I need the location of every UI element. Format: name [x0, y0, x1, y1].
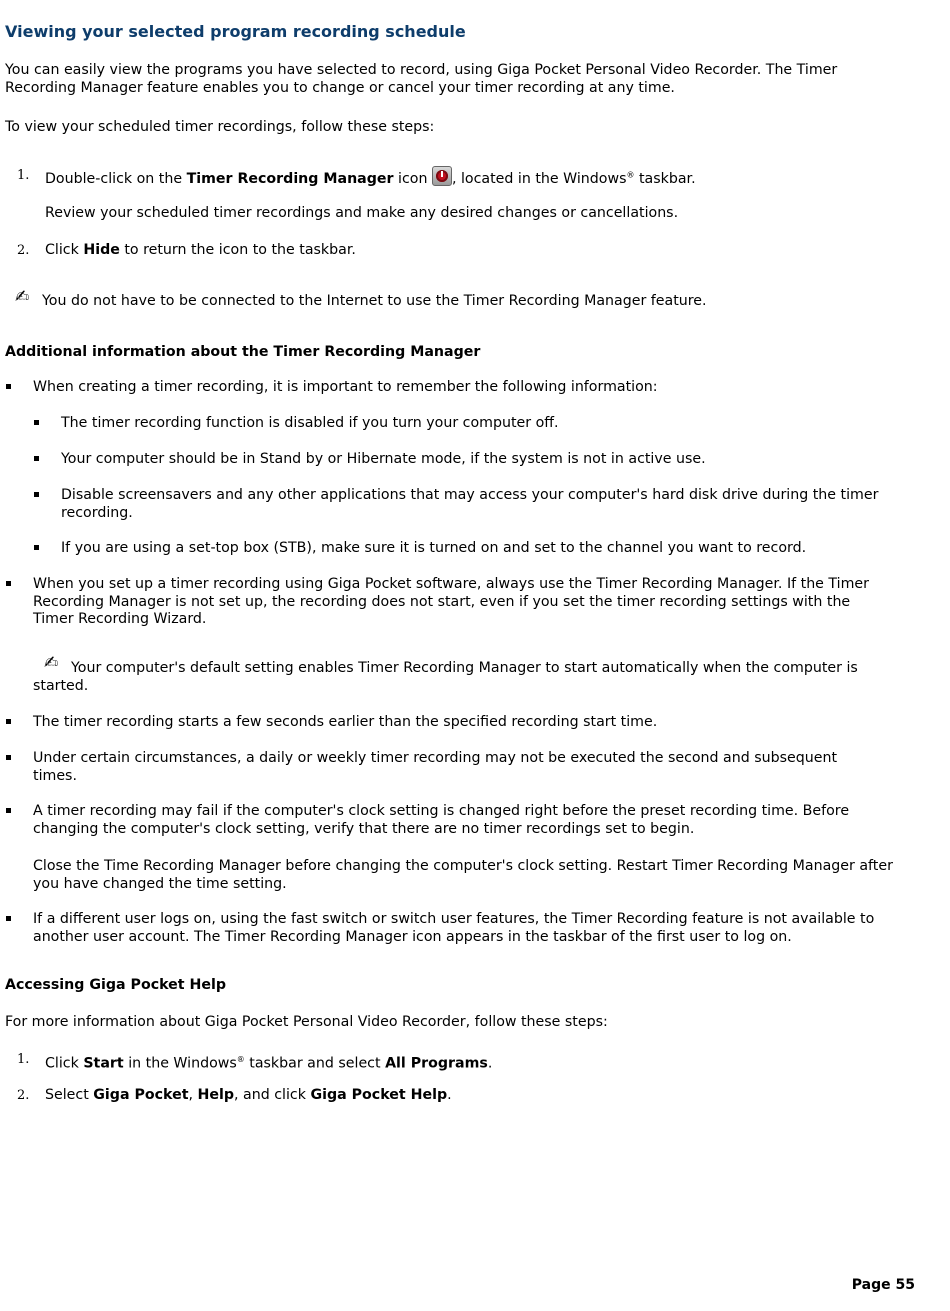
help-step-2-mid: , and click	[234, 1087, 311, 1103]
help-step-2-pre: Select	[45, 1087, 94, 1103]
help-step-2-bold-giga-pocket: Giga Pocket	[93, 1087, 189, 1103]
step-1-post: , located in the Windows	[451, 171, 627, 187]
bullet-text: The timer recording starts a few seconds earlier than the specified recording start time.	[33, 714, 658, 730]
page-number: Page 55	[851, 1277, 915, 1293]
registered-mark: ®	[626, 170, 635, 180]
help-step-1-text	[45, 1051, 492, 1073]
bullet-text: If a different user logs on, using the fast switch or switch user features, the Timer Recording feature is not available to another user account. The Timer Recording Manager icon appears in the taskbar of the first user to log on.	[33, 911, 875, 945]
bullet-icon	[6, 755, 11, 760]
help-step-2-sep: ,	[188, 1087, 198, 1103]
page-title: Viewing your selected program recording schedule	[5, 22, 466, 41]
intro-paragraph: You can easily view the programs you have selected to record, using Giga Pocket Personal Video Recorder. The Timer Recording Manager feature enables you to change or cancel your timer recording at any time.	[5, 62, 838, 96]
step-1-text	[45, 166, 696, 189]
bullet-text: Under certain circumstances, a daily or weekly timer recording may not be executed the second and subsequent times.	[33, 750, 838, 784]
bullet-text: Your computer should be in Stand by or Hibernate mode, if the system is not in active use.	[61, 451, 706, 467]
note-pen-icon: ✍	[44, 653, 59, 673]
bullet-icon	[6, 719, 11, 724]
bullet-icon	[6, 581, 11, 586]
note-text: Your computer's default setting enables Timer Recording Manager to start automatically when the computer is started.	[33, 660, 858, 694]
bullet-icon	[6, 916, 11, 921]
bullet-text: Disable screensavers and any other applications that may access your computer's hard disk drive during the timer recording.	[61, 487, 879, 521]
section-heading: Accessing Giga Pocket Help	[5, 977, 227, 993]
bullet-icon	[34, 545, 39, 550]
step-number: 2.	[17, 243, 30, 258]
bullet-text: If you are using a set-top box (STB), make sure it is turned on and set to the channel you want to record.	[61, 540, 807, 556]
step-2-post: to return the icon to the taskbar.	[119, 242, 356, 258]
step-number: 1.	[17, 1052, 30, 1067]
note-text: You do not have to be connected to the Internet to use the Timer Recording Manager feature.	[42, 293, 707, 309]
step-2-pre: Click	[45, 242, 84, 258]
bullet-icon	[34, 420, 39, 425]
steps-intro: To view your scheduled timer recordings, follow these steps:	[5, 119, 435, 135]
bullet-text: A timer recording may fail if the computer's clock setting is changed right before the preset recording time. Before changing the computer's clock setting, verify that there are no timer recordings set to begin.	[33, 803, 850, 837]
help-step-1-bold-programs: All Programs	[385, 1055, 488, 1072]
step-number: 2.	[17, 1088, 30, 1103]
help-intro: For more information about Giga Pocket Personal Video Recorder, follow these steps:	[5, 1014, 608, 1030]
help-step-1-bold-start: Start	[83, 1055, 124, 1072]
bullet-icon	[34, 456, 39, 461]
note-pen-icon: ✍	[15, 287, 30, 307]
help-step-2-text	[45, 1087, 452, 1105]
help-step-1-pre: Click	[45, 1055, 84, 1072]
step-1-bold: Timer Recording Manager	[186, 171, 394, 187]
bullet-text: When you set up a timer recording using Giga Pocket software, always use the Timer Recording Manager. If the Timer Recording Manager is not set up, the recording does not start, even if you set the timer recording settings with the Timer Recording Wizard.	[33, 576, 869, 627]
help-step-1-post: .	[487, 1055, 493, 1072]
bullet-icon	[6, 808, 11, 813]
help-step-1-mid: in the Windows	[123, 1055, 237, 1072]
step-2-text	[45, 242, 356, 260]
help-step-2-post: .	[447, 1087, 452, 1103]
bullet-icon	[6, 384, 11, 389]
bullet-subtext: Close the Time Recording Manager before changing the computer's clock setting. Restart Timer Recording Manager after you have changed the time setting.	[33, 858, 893, 892]
step-number: 1.	[17, 168, 30, 183]
bullet-text: When creating a timer recording, it is important to remember the following information:	[33, 379, 658, 395]
help-step-2-bold-help: Help	[197, 1087, 235, 1103]
step-1-pre: Double-click on the	[45, 171, 187, 187]
step-2-bold: Hide	[83, 242, 120, 258]
help-step-1-mid2: taskbar and select	[244, 1055, 386, 1072]
bullet-icon	[34, 492, 39, 497]
step-1-mid: icon	[393, 171, 432, 187]
registered-mark: ®	[236, 1055, 245, 1064]
step-1-subtext: Review your scheduled timer recordings and make any desired changes or cancellations.	[45, 205, 679, 221]
step-1-end: taskbar.	[634, 171, 696, 187]
bullet-text: The timer recording function is disabled if you turn your computer off.	[61, 415, 559, 431]
timer-recording-manager-icon	[432, 166, 452, 186]
section-heading: Additional information about the Timer Recording Manager	[5, 344, 481, 360]
help-step-2-bold-giga-pocket-help: Giga Pocket Help	[310, 1087, 448, 1103]
